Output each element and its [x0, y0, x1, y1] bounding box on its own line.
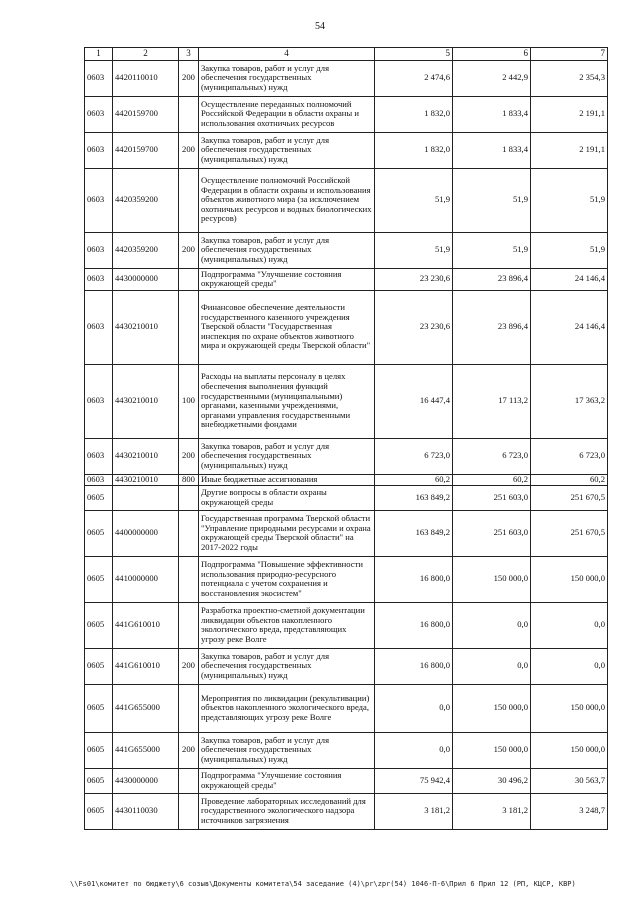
amount-2022-cell: 0,0 — [531, 602, 608, 648]
target-article-cell: 4420359200 — [113, 232, 179, 268]
target-article-cell: 441G610010 — [113, 602, 179, 648]
expense-type-cell — [179, 768, 199, 793]
section-code-cell: 0603 — [85, 132, 113, 168]
section-code-cell: 0603 — [85, 364, 113, 438]
amount-2021-cell: 2 442,9 — [453, 60, 531, 96]
expense-type-cell — [179, 485, 199, 510]
section-code-cell: 0603 — [85, 290, 113, 364]
amount-2022-cell: 0,0 — [531, 648, 608, 684]
target-article-cell: 441G610010 — [113, 648, 179, 684]
table-row — [85, 510, 608, 556]
section-code-cell: 0603 — [85, 268, 113, 290]
expense-type-cell — [179, 602, 199, 648]
description-cell: Закупка товаров, работ и услуг для обеспечения государственных (муниципальных) нужд — [199, 732, 375, 768]
target-article-cell: 4430110030 — [113, 793, 179, 829]
expense-type-cell: 200 — [179, 60, 199, 96]
expense-type-cell — [179, 510, 199, 556]
amount-2021-cell: 51,9 — [453, 232, 531, 268]
description-cell: Разработка проектно-сметной документации ликвидации объектов накопленного экологического вреда, представляющих угрозу реке Волге — [199, 602, 375, 648]
amount-2021-cell: 1 833,4 — [453, 132, 531, 168]
description-cell: Закупка товаров, работ и услуг для обеспечения государственных (муниципальных) нужд — [199, 648, 375, 684]
amount-2022-cell: 2 191,1 — [531, 96, 608, 132]
expense-type-cell — [179, 556, 199, 602]
section-code-cell: 0603 — [85, 232, 113, 268]
expense-type-cell: 100 — [179, 364, 199, 438]
target-article-cell: 4430210010 — [113, 290, 179, 364]
target-article-cell: 4430210010 — [113, 438, 179, 474]
header-cell: 3 — [179, 48, 199, 61]
amount-2022-cell: 24 146,4 — [531, 290, 608, 364]
page-number: 54 — [315, 21, 325, 32]
table-row — [85, 60, 608, 96]
description-cell: Закупка товаров, работ и услуг для обеспечения государственных (муниципальных) нужд — [199, 132, 375, 168]
expense-type-cell — [179, 168, 199, 232]
table-row — [85, 648, 608, 684]
header-cell: 2 — [113, 48, 179, 61]
amount-2022-cell: 60,2 — [531, 474, 608, 485]
amount-2020-cell: 163 849,2 — [375, 485, 453, 510]
expense-type-cell — [179, 268, 199, 290]
target-article-cell: 4400000000 — [113, 510, 179, 556]
header-cell: 1 — [85, 48, 113, 61]
amount-2022-cell: 24 146,4 — [531, 268, 608, 290]
target-article-cell: 4420159700 — [113, 132, 179, 168]
section-code-cell: 0605 — [85, 485, 113, 510]
section-code-cell: 0605 — [85, 556, 113, 602]
section-code-cell: 0605 — [85, 768, 113, 793]
section-code-cell: 0605 — [85, 793, 113, 829]
table-row — [85, 168, 608, 232]
expense-type-cell: 800 — [179, 474, 199, 485]
amount-2020-cell: 16 800,0 — [375, 556, 453, 602]
amount-2021-cell: 60,2 — [453, 474, 531, 485]
target-article-cell: 4420159700 — [113, 96, 179, 132]
amount-2022-cell: 51,9 — [531, 168, 608, 232]
expense-type-cell — [179, 290, 199, 364]
section-code-cell: 0605 — [85, 684, 113, 732]
amount-2021-cell: 251 603,0 — [453, 510, 531, 556]
target-article-cell: 4430000000 — [113, 268, 179, 290]
amount-2022-cell: 51,9 — [531, 232, 608, 268]
amount-2021-cell: 150 000,0 — [453, 684, 531, 732]
description-cell: Иные бюджетные ассигнования — [199, 474, 375, 485]
amount-2022-cell: 251 670,5 — [531, 485, 608, 510]
section-code-cell: 0605 — [85, 732, 113, 768]
amount-2022-cell: 30 563,7 — [531, 768, 608, 793]
expense-type-cell — [179, 684, 199, 732]
amount-2020-cell: 0,0 — [375, 732, 453, 768]
header-cell: 6 — [453, 48, 531, 61]
amount-2020-cell: 60,2 — [375, 474, 453, 485]
amount-2021-cell: 6 723,0 — [453, 438, 531, 474]
table-row — [85, 768, 608, 793]
expense-type-cell: 200 — [179, 132, 199, 168]
header-cell: 4 — [199, 48, 375, 61]
section-code-cell: 0603 — [85, 60, 113, 96]
header-cell: 5 — [375, 48, 453, 61]
amount-2021-cell: 23 896,4 — [453, 268, 531, 290]
description-cell: Другие вопросы в области охраны окружающей среды — [199, 485, 375, 510]
amount-2022-cell: 150 000,0 — [531, 732, 608, 768]
target-article-cell: 4430210010 — [113, 474, 179, 485]
table-row — [85, 96, 608, 132]
header-row — [85, 48, 608, 61]
description-cell: Осуществление полномочий Российской Федерации в области охраны и использования объектов животного мира (за исключением охотничьих ресурсов и водных биологических ресурсов) — [199, 168, 375, 232]
table-row — [85, 268, 608, 290]
amount-2020-cell: 2 474,6 — [375, 60, 453, 96]
section-code-cell: 0605 — [85, 648, 113, 684]
table-row — [85, 556, 608, 602]
section-code-cell: 0605 — [85, 510, 113, 556]
section-code-cell: 0603 — [85, 168, 113, 232]
amount-2021-cell: 3 181,2 — [453, 793, 531, 829]
file-path-footer: \\Fs01\комитет по бюджету\6 созыв\Документы комитета\54 заседание (4)\pr\zpr(54) 1046-П-6\Прил 6 Прил 12 (РП, КЦСР, КВР) — [70, 880, 576, 888]
amount-2020-cell: 16 800,0 — [375, 648, 453, 684]
amount-2021-cell: 23 896,4 — [453, 290, 531, 364]
table-row — [85, 485, 608, 510]
table-row — [85, 364, 608, 438]
amount-2020-cell: 163 849,2 — [375, 510, 453, 556]
section-code-cell: 0603 — [85, 96, 113, 132]
amount-2020-cell: 16 800,0 — [375, 602, 453, 648]
table-row — [85, 602, 608, 648]
amount-2020-cell: 0,0 — [375, 684, 453, 732]
expense-type-cell — [179, 793, 199, 829]
expense-type-cell: 200 — [179, 732, 199, 768]
amount-2021-cell: 1 833,4 — [453, 96, 531, 132]
amount-2020-cell: 6 723,0 — [375, 438, 453, 474]
amount-2021-cell: 51,9 — [453, 168, 531, 232]
table-row — [85, 793, 608, 829]
amount-2020-cell: 75 942,4 — [375, 768, 453, 793]
target-article-cell — [113, 485, 179, 510]
table-row — [85, 474, 608, 485]
amount-2021-cell: 150 000,0 — [453, 732, 531, 768]
target-article-cell: 441G655000 — [113, 732, 179, 768]
target-article-cell: 4420110010 — [113, 60, 179, 96]
amount-2020-cell: 1 832,0 — [375, 96, 453, 132]
section-code-cell: 0603 — [85, 438, 113, 474]
amount-2022-cell: 150 000,0 — [531, 556, 608, 602]
target-article-cell: 4410000000 — [113, 556, 179, 602]
budget-table — [84, 47, 608, 830]
description-cell: Осуществление переданных полномочий Российской Федерации в области охраны и использования охотничьих ресурсов — [199, 96, 375, 132]
expense-type-cell: 200 — [179, 438, 199, 474]
amount-2020-cell: 16 447,4 — [375, 364, 453, 438]
amount-2022-cell: 2 191,1 — [531, 132, 608, 168]
amount-2020-cell: 1 832,0 — [375, 132, 453, 168]
description-cell: Проведение лабораторных исследований для государственного экологического надзора источников загрязнения — [199, 793, 375, 829]
amount-2022-cell: 3 248,7 — [531, 793, 608, 829]
amount-2021-cell: 30 496,2 — [453, 768, 531, 793]
expense-type-cell — [179, 96, 199, 132]
expense-type-cell: 200 — [179, 232, 199, 268]
description-cell: Государственная программа Тверской области "Управление природными ресурсами и охрана окружающей среды Тверской области" на 2017-2022 годы — [199, 510, 375, 556]
table-row — [85, 232, 608, 268]
amount-2020-cell: 51,9 — [375, 232, 453, 268]
target-article-cell: 4430210010 — [113, 364, 179, 438]
amount-2022-cell: 150 000,0 — [531, 684, 608, 732]
table-row — [85, 732, 608, 768]
table-row — [85, 290, 608, 364]
amount-2021-cell: 150 000,0 — [453, 556, 531, 602]
expense-type-cell: 200 — [179, 648, 199, 684]
table-row — [85, 132, 608, 168]
amount-2021-cell: 0,0 — [453, 602, 531, 648]
description-cell: Финансовое обеспечение деятельности государственного казенного учреждения Тверской области "Государственная инспекция по охране объектов животного мира и окружающей среды Тверской области" — [199, 290, 375, 364]
amount-2021-cell: 17 113,2 — [453, 364, 531, 438]
table-row — [85, 684, 608, 732]
section-code-cell: 0603 — [85, 474, 113, 485]
table-row — [85, 438, 608, 474]
amount-2022-cell: 6 723,0 — [531, 438, 608, 474]
amount-2020-cell: 23 230,6 — [375, 290, 453, 364]
description-cell: Расходы на выплаты персоналу в целях обеспечения выполнения функций государственными (муниципальными) органами, казенными учреждениями, органами управления государственными внебюджетными фондами — [199, 364, 375, 438]
description-cell: Подпрограмма "Повышение эффективности использования природно-ресурсного потенциала с учетом сохранения и восстановления экосистем" — [199, 556, 375, 602]
amount-2022-cell: 17 363,2 — [531, 364, 608, 438]
section-code-cell: 0605 — [85, 602, 113, 648]
amount-2021-cell: 0,0 — [453, 648, 531, 684]
description-cell: Подпрограмма "Улучшение состояния окружающей среды" — [199, 268, 375, 290]
target-article-cell: 441G655000 — [113, 684, 179, 732]
amount-2021-cell: 251 603,0 — [453, 485, 531, 510]
description-cell: Закупка товаров, работ и услуг для обеспечения государственных (муниципальных) нужд — [199, 438, 375, 474]
amount-2020-cell: 23 230,6 — [375, 268, 453, 290]
amount-2022-cell: 2 354,3 — [531, 60, 608, 96]
header-cell: 7 — [531, 48, 608, 61]
description-cell: Закупка товаров, работ и услуг для обеспечения государственных (муниципальных) нужд — [199, 60, 375, 96]
amount-2020-cell: 51,9 — [375, 168, 453, 232]
description-cell: Мероприятия по ликвидации (рекультивации) объектов накопленного экологического вреда, представляющих угрозу реке Волге — [199, 684, 375, 732]
target-article-cell: 4420359200 — [113, 168, 179, 232]
target-article-cell: 4430000000 — [113, 768, 179, 793]
amount-2022-cell: 251 670,5 — [531, 510, 608, 556]
description-cell: Закупка товаров, работ и услуг для обеспечения государственных (муниципальных) нужд — [199, 232, 375, 268]
description-cell: Подпрограмма "Улучшение состояния окружающей среды" — [199, 768, 375, 793]
amount-2020-cell: 3 181,2 — [375, 793, 453, 829]
